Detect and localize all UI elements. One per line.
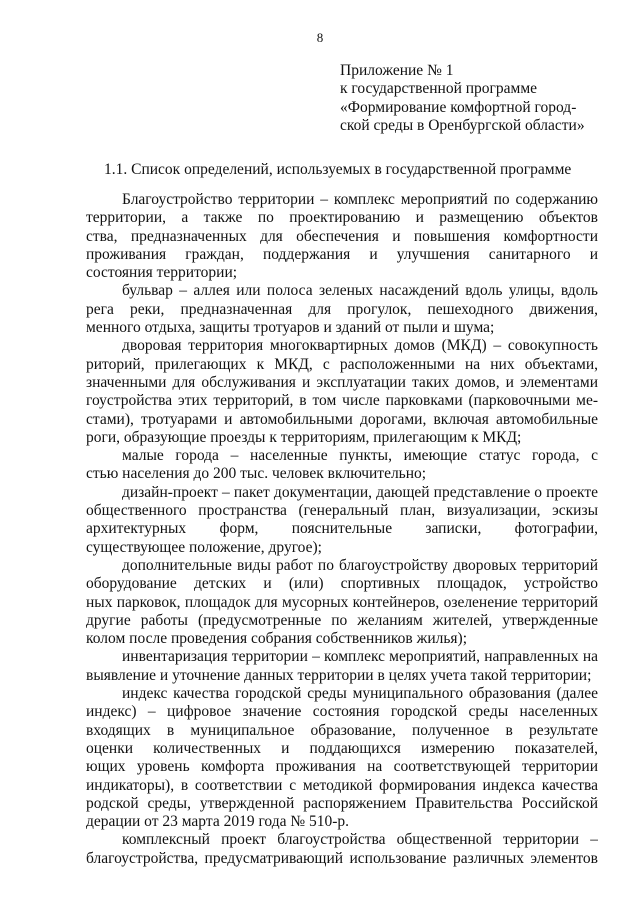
appendix-line: ской среды в Оренбургской области» [340,116,585,134]
paragraph-line: оборудование детских и (или) спортивных площадок, устройство [86,575,598,593]
page-number: 8 [316,30,324,45]
paragraph-line: индикаторы), в соответствии с методикой формирования индекса качества [86,776,598,794]
definition-paragraph [86,831,598,868]
definition-paragraph [86,685,598,831]
definition-paragraph [86,337,598,447]
paragraph-line: родской среды, утвержденной распоряжением Правительства Российской [86,794,598,812]
paragraph-line: ных парковок, площадок для мусорных контейнеров, озеленение территорий [86,593,598,611]
section-title: 1.1. Список определений, используемых в государственной программе [104,161,572,178]
paragraph-line: выявление и уточнение данных территории в целях учета такой территории; [86,666,592,684]
paragraph-line: территории, а также по проектированию и размещению объектов [86,209,598,227]
paragraph-line: входящих в муниципальное образование, полученное в результате [86,721,598,739]
paragraph-line: дизайн-проект – пакет документации, дающей представление о проекте [122,483,598,501]
paragraph-line: колом после проведения собрания собственников жилья); [86,630,468,648]
paragraph-line: Благоустройство территории – комплекс мероприятий по содержанию [122,191,598,208]
paragraph-line: индекс) – цифровое значение состояния городской среды населенных [86,703,598,721]
paragraph-line: рега реки, предназначенная для прогулок, пешеходного движения, [86,300,598,318]
definitions-body [86,191,598,868]
paragraph-line: стью населения до 200 тыс. человек включительно; [86,465,427,483]
definition-paragraph [86,484,598,557]
paragraph-line: комплексный проект благоустройства общественной территории – [122,831,598,849]
definition-paragraph [86,648,598,685]
paragraph-line: существующее положение, другое); [86,538,322,556]
paragraph-line: благоустройства, предусматривающий использование различных элементов [86,849,598,867]
paragraph-line: малые города – населенные пункты, имеющие статус города, с [122,447,598,465]
paragraph-line: гоустройства этих территорий, в том числе парковками (парковочными ме- [86,392,598,410]
paragraph-line: значенными для обслуживания и эксплуатации таких домов, и элементами [86,373,598,391]
paragraph-line: стами), тротуарами и автомобильными дорогами, включая автомобильные [86,410,598,428]
paragraph-line: состояния территории; [86,264,238,282]
appendix-line: «Формирование комфортной город- [340,98,577,116]
appendix-line: Приложение № 1 [340,62,454,79]
paragraph-line: дворовая территория многоквартирных домов (МКД) – совокупность [122,337,598,355]
definition-paragraph [86,191,598,282]
appendix-line: к государственной программе [340,80,538,98]
definition-paragraph [86,282,598,337]
paragraph-line: роги, образующие проезды к территориям, прилегающим к МКД; [86,428,522,446]
paragraph-line: риторий, прилегающих к МКД, с расположенными на них объектами, [86,355,598,373]
paragraph-line: бульвар – аллея или полоса зеленых насаждений вдоль улицы, вдоль [122,282,598,300]
paragraph-line: ства, предназначенных для обеспечения и повышения комфортности [86,227,598,245]
paragraph-line: проживания граждан, поддержания и улучшения санитарного и [86,245,598,263]
paragraph-line: дерации от 23 марта 2019 года № 510-р. [86,813,350,831]
paragraph-line: дополнительные виды работ по благоустройству дворовых территорий [122,556,598,574]
appendix-header [340,61,630,134]
paragraph-line: другие работы (предусмотренные по желаниям жителей, утвержденные [86,611,598,629]
paragraph-line: инвентаризация территории – комплекс мероприятий, направленных на [122,648,598,666]
definition-paragraph [86,447,598,484]
paragraph-line: ющих уровень комфорта проживания на соответствующей территории [86,758,598,776]
definition-paragraph [86,557,598,648]
paragraph-line: оценки количественных и поддающихся измерению показателей, [86,739,598,757]
paragraph-line: индекс качества городской среды муниципального образования (далее [122,685,598,703]
paragraph-line: общественного пространства (генеральный план, визуализации, эскизы [86,502,598,520]
paragraph-line: менного отдыха, защиты тротуаров и зданий от пыли и шума; [86,319,495,337]
paragraph-line: архитектурных форм, пояснительные записки, фотографии, [86,520,598,538]
